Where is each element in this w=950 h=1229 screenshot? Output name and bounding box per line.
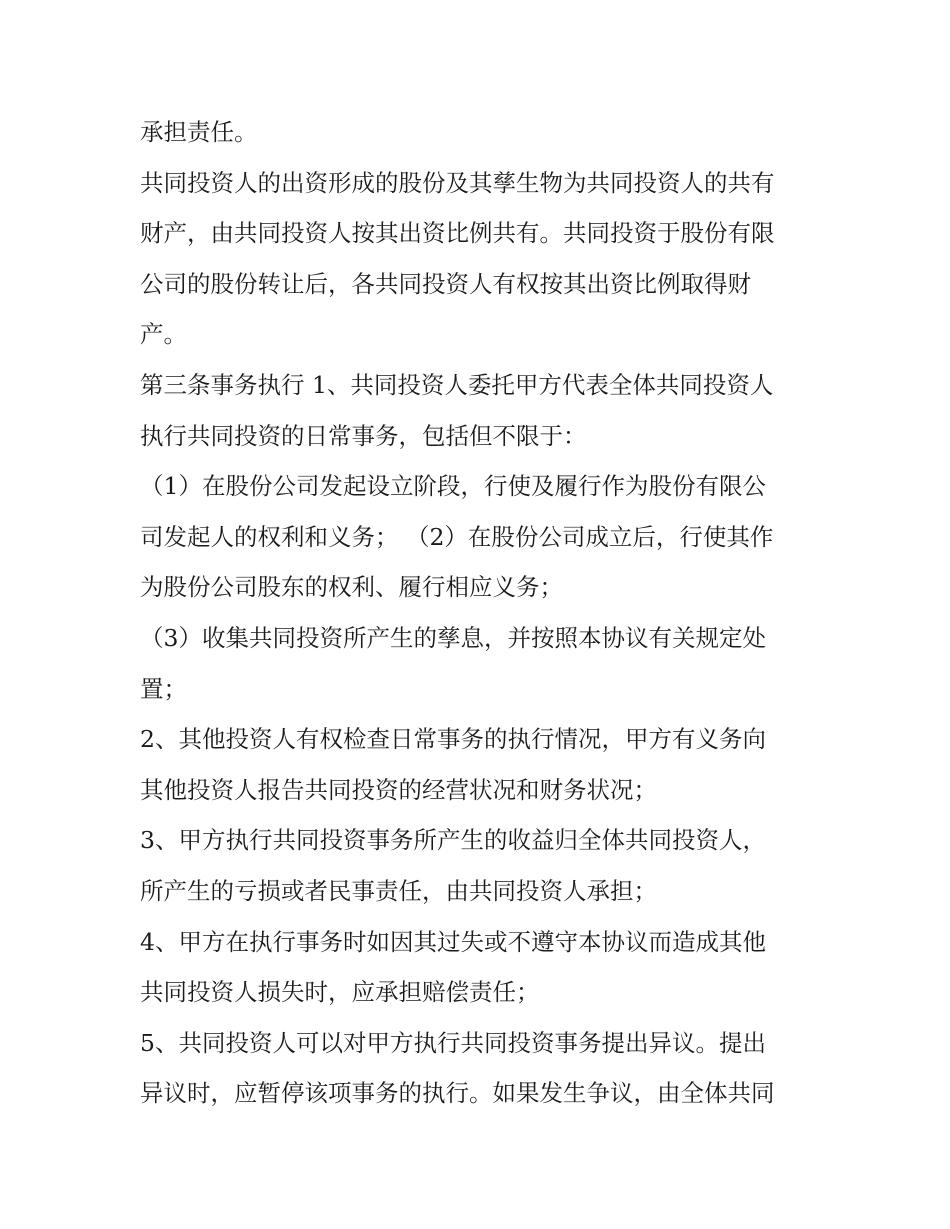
body-text	[140, 107, 830, 1119]
text-line: 其他投资人报告共同投资的经营状况和财务状况；	[140, 775, 657, 804]
text-line: 执行共同投资的日常事务，包括但不限于：	[140, 421, 587, 450]
text-line: 产。	[140, 320, 187, 349]
text-line: （3）收集共同投资所产生的孳息，并按照本协议有关规定处	[140, 623, 766, 652]
text-line: 共同投资人的出资形成的股份及其孳生物为共同投资人的共有	[140, 168, 775, 197]
text-line: 为股份公司股东的权利、履行相应义务；	[140, 573, 563, 602]
text-line: 所产生的亏损或者民事责任，由共同投资人承担；	[140, 876, 657, 905]
text-line: 4、甲方在执行事务时如因其过失或不遵守本协议而造成其他	[140, 927, 766, 956]
article-heading-line: 第三条事务执行 1、共同投资人委托甲方代表全体共同投资人	[140, 370, 774, 399]
text-line: 3、甲方执行共同投资事务所产生的收益归全体共同投资人，	[140, 826, 766, 855]
text-line: 5、共同投资人可以对甲方执行共同投资事务提出异议。提出	[140, 1028, 766, 1057]
text-line: 2、其他投资人有权检查日常事务的执行情况，甲方有义务向	[140, 725, 766, 754]
text-line: 承担责任。	[140, 118, 258, 146]
text-line: 置；	[140, 674, 187, 703]
text-line: 司发起人的权利和义务； （2）在股份公司成立后，行使其作	[140, 522, 774, 551]
text-line: 财产，由共同投资人按其出资比例共有。共同投资于股份有限	[140, 219, 775, 248]
text-line: 公司的股份转让后，各共同投资人有权按其出资比例取得财	[140, 269, 751, 298]
text-line: （1）在股份公司发起设立阶段，行使及履行作为股份有限公	[140, 472, 766, 501]
text-line: 共同投资人损失时，应承担赔偿责任；	[140, 978, 540, 1007]
text-line: 异议时，应暂停该项事务的执行。如果发生争议，由全体共同	[140, 1079, 775, 1108]
